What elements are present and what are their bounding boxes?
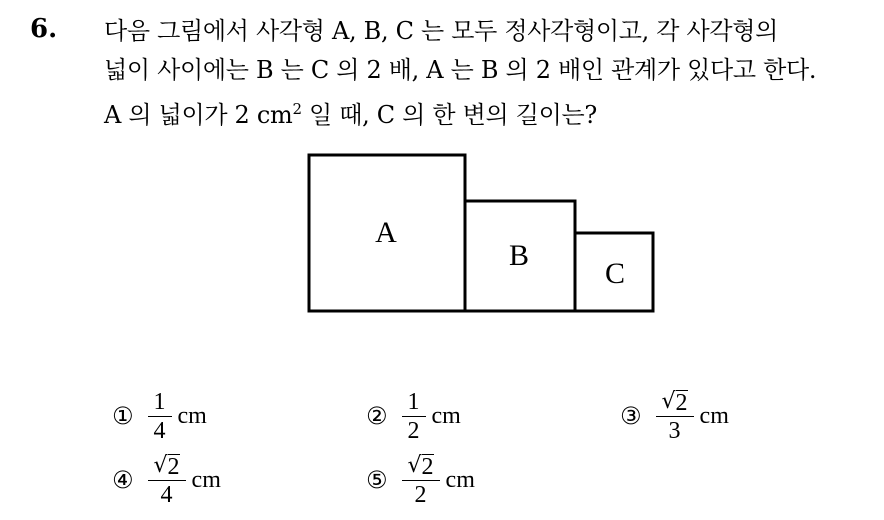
choice-3-fraction xyxy=(656,388,694,444)
radical-sign: √ xyxy=(407,453,422,478)
choice-4-number: ④ xyxy=(112,466,134,494)
choice-3[interactable] xyxy=(620,376,729,456)
choice-5-unit: cm xyxy=(445,466,475,493)
choice-4-numerator: 2 xyxy=(167,454,180,480)
choice-5-fraction xyxy=(402,452,440,508)
choice-2-denominator: 2 xyxy=(407,417,420,444)
stem-line-2: 넓이 사이에는 B 는 C 의 2 배, A 는 B 의 2 배인 관계가 있다고 한다. xyxy=(104,56,817,84)
radical-sign: √ xyxy=(153,453,168,478)
choice-4-unit: cm xyxy=(191,466,221,493)
label-b: B xyxy=(508,239,530,272)
choice-2-fraction xyxy=(402,389,426,444)
choice-4-denominator: 4 xyxy=(160,482,173,508)
choice-3-numerator: 2 xyxy=(675,390,688,416)
question-number: 6. xyxy=(30,14,58,44)
choice-3-denominator: 3 xyxy=(668,418,681,444)
radical-sign: √ xyxy=(661,389,676,414)
stem-line-1: 다음 그림에서 사각형 A, B, C 는 모두 정사각형이고, 각 사각형의 xyxy=(104,17,779,45)
choice-3-sqrt xyxy=(662,389,688,415)
squares-figure xyxy=(306,152,658,316)
choice-1-fraction xyxy=(148,389,172,444)
choice-5-number: ⑤ xyxy=(366,466,388,494)
choice-4-fraction xyxy=(148,452,186,508)
choice-5-numerator: 2 xyxy=(421,454,434,480)
choice-1-number: ① xyxy=(112,402,134,430)
exponent: 2 xyxy=(292,100,302,118)
choice-1-unit: cm xyxy=(177,402,207,429)
choice-2-number: ② xyxy=(366,402,388,430)
stem-line-3-text: A 의 넓이가 2 cm xyxy=(104,101,293,129)
stem-line-3 xyxy=(104,90,874,135)
choice-5-sqrt xyxy=(408,453,434,479)
choice-3-number: ③ xyxy=(620,402,642,430)
choice-4-sqrt xyxy=(154,453,180,479)
choice-5[interactable] xyxy=(366,440,475,520)
choice-3-unit: cm xyxy=(699,402,729,429)
choice-1-denominator: 4 xyxy=(153,417,166,444)
choice-2-numerator: 1 xyxy=(402,389,426,417)
choice-2-unit: cm xyxy=(431,402,461,429)
stem-line-3-rest: 일 때, C 의 한 변의 길이는? xyxy=(301,101,597,129)
choice-4[interactable] xyxy=(112,440,221,520)
label-c: C xyxy=(604,257,626,290)
choice-5-denominator: 2 xyxy=(414,482,427,508)
choice-1-numerator: 1 xyxy=(148,389,172,417)
label-a: A xyxy=(375,216,397,249)
question-stem xyxy=(104,12,874,135)
